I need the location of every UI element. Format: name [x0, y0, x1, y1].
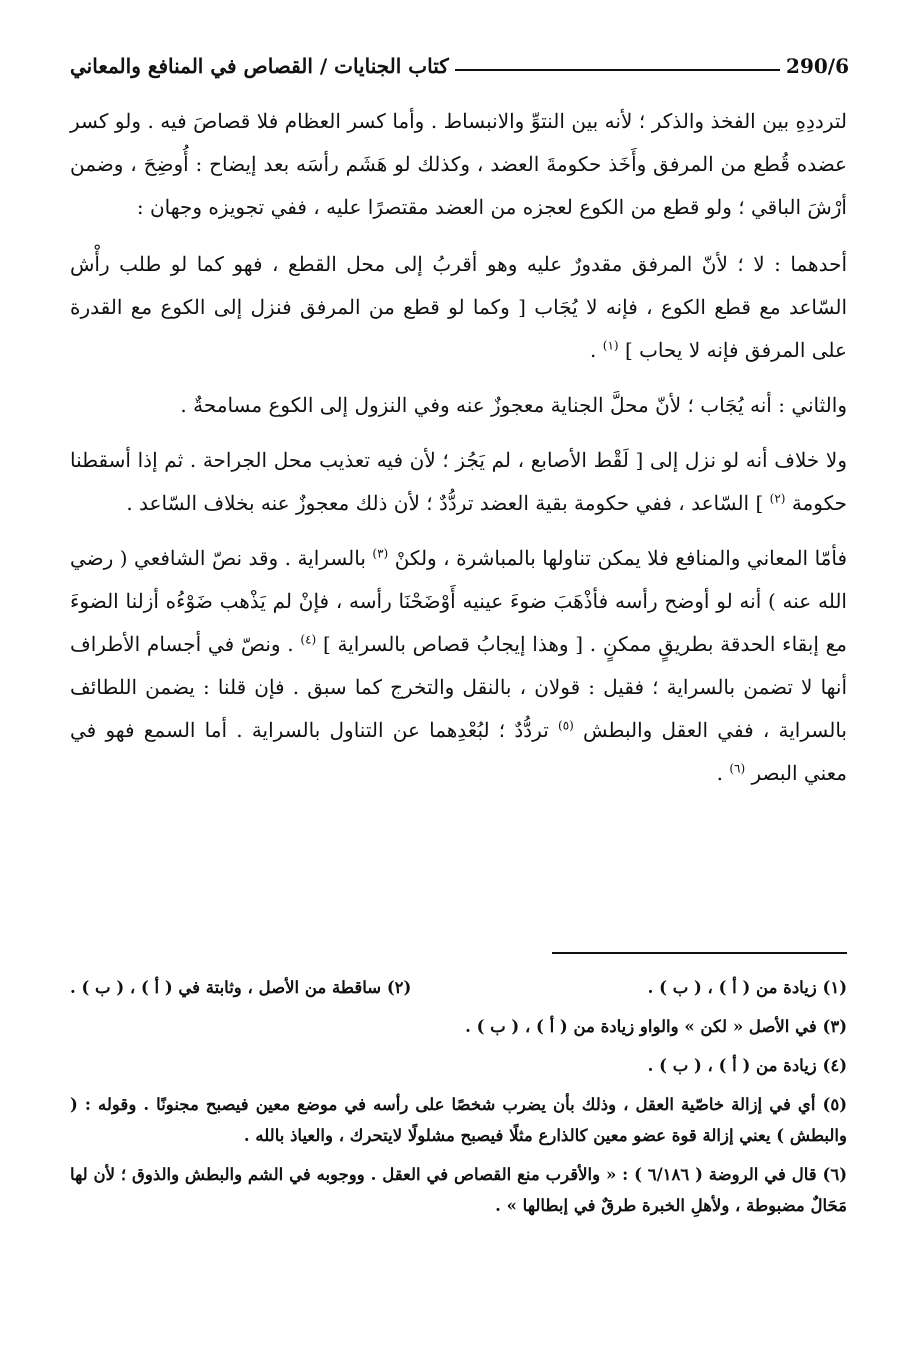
footnote-3: (٣) في الأصل « لكن » والواو زيادة من ( أ ) ، ( ب ) . [465, 1017, 847, 1036]
page-number: 290/6 [786, 54, 849, 78]
header-rule [455, 69, 780, 71]
footnote-ref-1[interactable]: (١) [602, 338, 619, 353]
running-title: كتاب الجنايات / القصاص في المنافع والمعاني [70, 54, 449, 78]
paragraph-4-rest: ] السّاعد ، ففي حكومة بقية العضد تردُّدٌ ؛ لأن ذلك معجوزٌ عنه بخلاف السّاعد . [126, 491, 770, 515]
footnote-ref-6[interactable]: (٦) [729, 761, 746, 776]
paragraph-5-text-c: . ونصّ في أجسام الأطراف أنها لا تضمن بالسراية ؛ فقيل : قولان ، بالنقل والتخرج كما سبق . فإن قلنا : يضمن اللطائف بالسراية ، ففي العقل والبطش [70, 632, 848, 742]
footnotes-section [70, 972, 847, 1229]
paragraph-5 [70, 537, 847, 795]
footnote-4: (٤) زيادة من ( أ ) ، ( ب ) . [647, 1056, 847, 1075]
footnote-separator [552, 952, 847, 954]
footnote-5: (٥) أي في إزالة خاصّية العقل ، وذلك بأن يضرب شخصًا على رأسه في موضع معين فيصبح مجنونًا . وقوله : ( والبطش ) يعني إزالة قوة عضو معين كالذارع مثلًا فيصبح مشلولًا لايتحرك ، والعياذ بالله . [70, 1095, 847, 1145]
footnote-6: (٦) قال في الروضة ( ٦/١٨٦ ) : « والأقرب منع القصاص في العقل . ووجوبه في الشم والبطش والذوق ؛ لأن لها مَحَالٌ مضبوطة ، ولأهلِ الخبرة طرقٌ في إبطالها » . [70, 1165, 847, 1215]
paragraph-2-end: . [590, 338, 603, 362]
paragraph-5-text-a: فأمّا المعاني والمنافع فلا يمكن تناولها بالمباشرة ، ولكنْ [394, 546, 848, 570]
paragraph-3: والثاني : أنه يُجَاب ؛ لأنّ محلَّ الجناية معجوزٌ عنه وفي النزول إلى الكوع مسامحةٌ . [180, 393, 847, 417]
main-text [70, 100, 847, 807]
footnote-1: (١) زيادة من ( أ ) ، ( ب ) . [647, 978, 847, 997]
footnote-ref-4[interactable]: (٤) [300, 632, 317, 647]
footnote-2: (٢) ساقطة من الأصل ، وثابتة في ( أ ) ، ( ب ) . [70, 978, 412, 997]
paragraph-1: لترددِهِ بين الفخذ والذكر ؛ لأنه بين النتوِّ والانبساط . وأما كسر العظام فلا قصاصَ فيه . ولو كسر عضده قُطع من المرفق وأَخَذ حكومةَ العضد ، وكذلك لو هَشَم رأسَه بعد إيضاح : أُوضِحَ ، وضمن أرْشَ الباقي ؛ ولو قطع من الكوع لعجزه من العضد مقتصرًا عليه ، ففي تجويزه وجهان : [70, 109, 847, 219]
paragraph-4 [70, 439, 847, 525]
paragraph-4-text: ولا خلاف أنه لو نزل إلى [ لَقْط الأصابع ، لم يَجُز ؛ لأن فيه تعذيب محل الجراحة . ثم إذا أسقطنا حكومة [70, 448, 848, 515]
paragraph-5-end: . [716, 761, 730, 785]
footnote-row-1-2 [70, 972, 847, 1003]
paragraph-5-text-d: تردُّدٌ ؛ لبُعْدِهما عن التناول بالسراية . أما السمع فهو في معني البصر [70, 718, 847, 785]
paragraph-2-text: أحدهما : لا ؛ لأنّ المرفق مقدورٌ عليه وهو أقربُ إلى محل القطع ، فهو كما لو طلب رأْش السّاعد مع قطع الكوع ، فإنه لا يُجَاب [ وكما لو قطع من المرفق فنزل إلى الكوع مع القدرة على المرفق فإنه لا يحاب ] [70, 252, 847, 362]
paragraph-5-text-b: بالسراية . وقد نصّ الشافعي ( رضي الله عنه ) أنه لو أوضح رأسه فأذْهَبَ ضوءَ عينيه أَوْضَحْنَا رأسه ، فإنْ لم يَذْهب ضَوْءُه أزلنا الضوءَ مع إبقاء الحدقة بطريقٍ ممكنٍ . [ وهذا إيجابُ قصاص بالسراية ] [70, 546, 848, 656]
footnote-ref-5[interactable]: (٥) [558, 718, 574, 733]
footnote-ref-2[interactable]: (٢) [769, 491, 786, 506]
footnote-ref-3[interactable]: (٣) [372, 546, 389, 561]
paragraph-2 [70, 243, 847, 372]
running-header [70, 44, 849, 78]
